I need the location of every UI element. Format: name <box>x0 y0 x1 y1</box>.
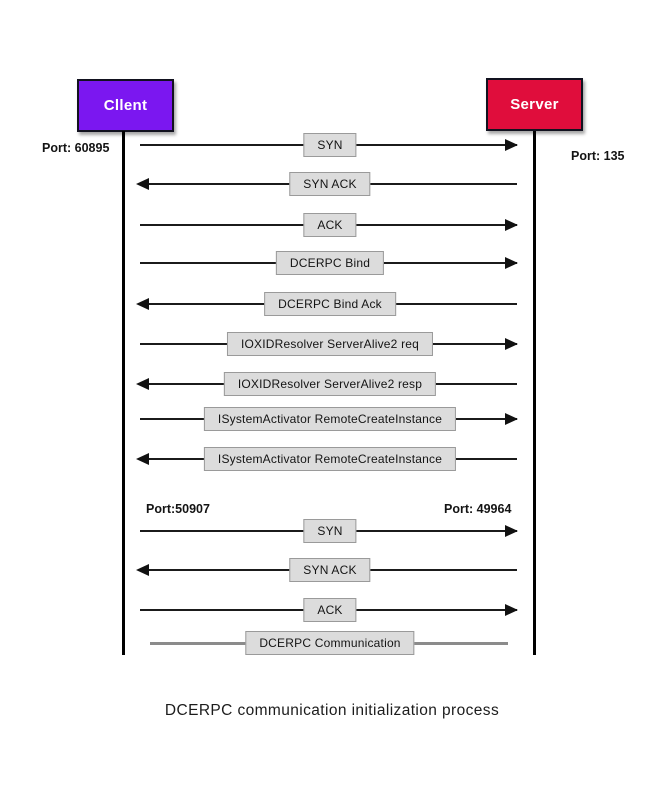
arrowhead-right-icon <box>505 604 518 616</box>
diagram-caption: DCERPC communication initialization process <box>164 702 500 719</box>
arrowhead-left-icon <box>136 564 149 576</box>
message-label: SYN <box>303 133 356 157</box>
arrowhead-right-icon <box>505 338 518 350</box>
client-lifeline <box>122 131 125 655</box>
arrowhead-right-icon <box>505 413 518 425</box>
message-label: IOXIDResolver ServerAlive2 req <box>227 332 433 356</box>
message-label: SYN ACK <box>289 558 370 582</box>
message-label: SYN ACK <box>289 172 370 196</box>
message-label: ACK <box>303 598 356 622</box>
server-second-port-label: Port: 49964 <box>444 502 512 516</box>
client-box <box>77 79 174 132</box>
message-label: DCERPC Bind Ack <box>264 292 396 316</box>
arrowhead-right-icon <box>505 139 518 151</box>
message-label: SYN <box>303 519 356 543</box>
server-label: Server <box>510 96 559 113</box>
client-second-port-label: Port:50907 <box>146 502 210 516</box>
server-lifeline <box>533 131 536 655</box>
server-initial-port-label: Port: 135 <box>571 149 625 163</box>
server-box <box>486 78 583 131</box>
message-label: IOXIDResolver ServerAlive2 resp <box>224 372 436 396</box>
arrowhead-left-icon <box>136 378 149 390</box>
arrowhead-right-icon <box>505 219 518 231</box>
message-label: DCERPC Communication <box>245 631 414 655</box>
arrowhead-left-icon <box>136 298 149 310</box>
arrowhead-left-icon <box>136 178 149 190</box>
client-label: Cllent <box>103 97 148 114</box>
message-label: DCERPC Bind <box>276 251 384 275</box>
client-initial-port-label: Port: 60895 <box>42 141 110 155</box>
message-label: ISystemActivator RemoteCreateInstance <box>204 447 456 471</box>
message-label: ISystemActivator RemoteCreateInstance <box>204 407 456 431</box>
arrowhead-right-icon <box>505 257 518 269</box>
message-label: ACK <box>303 213 356 237</box>
arrowhead-left-icon <box>136 453 149 465</box>
arrowhead-right-icon <box>505 525 518 537</box>
